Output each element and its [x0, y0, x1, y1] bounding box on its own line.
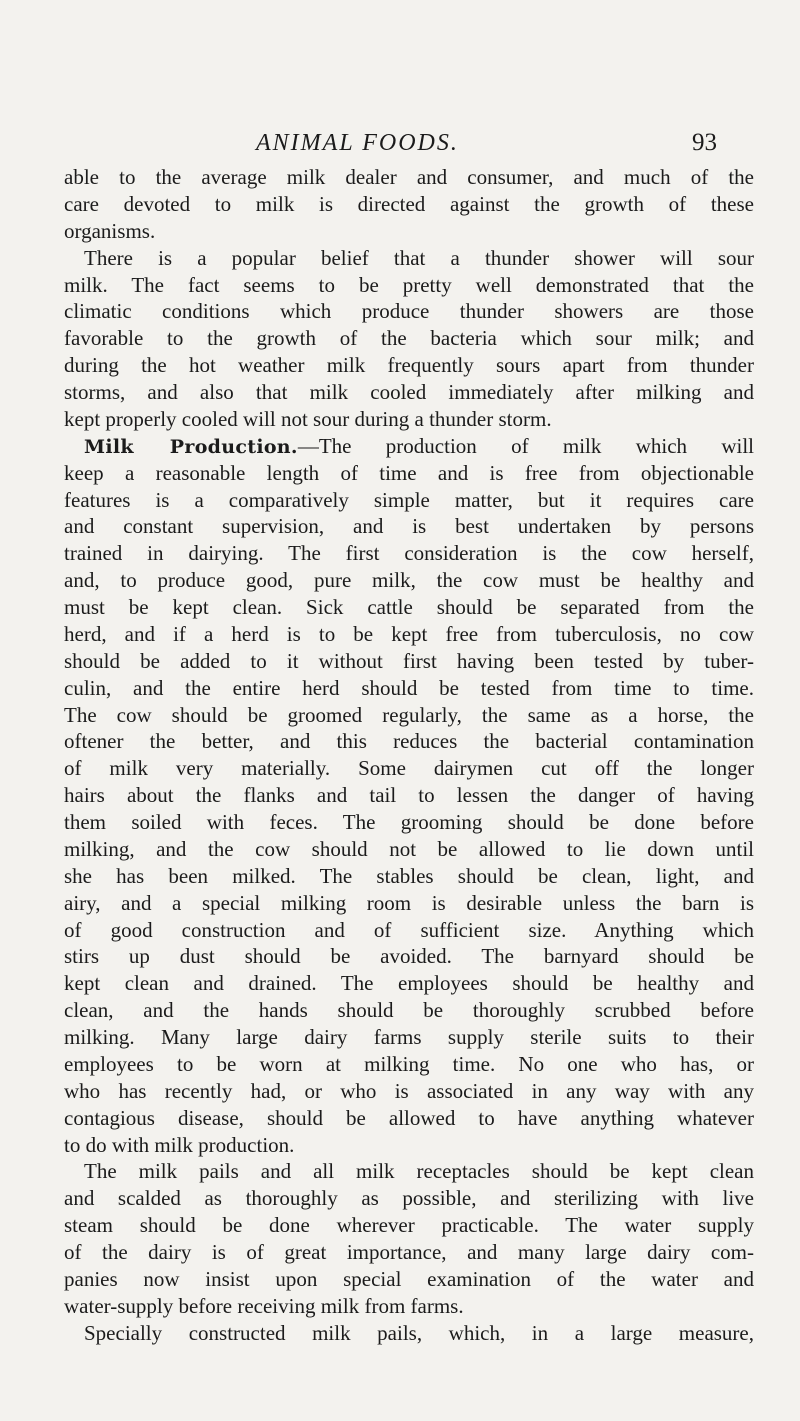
section-heading: Milk Production.	[84, 435, 298, 458]
text-line: should be added to it without first having been tested by tuber-	[64, 648, 754, 673]
text-line: them soiled with feces. The grooming should be done before	[64, 810, 754, 834]
text-line: favorable to the growth of the bacteria which sour milk; and	[64, 326, 754, 351]
text-line: herd, and if a herd is to be kept free from tuberculosis, no cow	[64, 621, 754, 646]
text-line: The milk pails and all milk receptacles should be kept clean	[84, 1159, 754, 1184]
text-line: milking. Many large dairy farms supply sterile suits to their	[64, 1025, 754, 1049]
page-number: 93	[692, 129, 717, 156]
text-line: features is a comparatively simple matter, but it requires care	[64, 487, 754, 512]
text-line: oftener the better, and this reduces the bacterial contamination	[64, 729, 754, 754]
text-line: of the dairy is of great importance, and many large dairy com-	[64, 1240, 754, 1264]
text-line: storms, and also that milk cooled immediately after milking and	[64, 380, 754, 404]
text-line: able to the average milk dealer and consumer, and much of the	[64, 165, 754, 189]
text-line: of milk very materially. Some dairymen cut off the longer	[64, 756, 754, 781]
text-line: and scalded as thoroughly as possible, and sterilizing with live	[64, 1186, 754, 1211]
text-line: stirs up dust should be avoided. The barnyard should be	[64, 944, 754, 969]
text-line: steam should be done wherever practicable. The water supply	[64, 1213, 754, 1238]
text-line: water-supply before receiving milk from farms.	[64, 1293, 464, 1318]
text-line-with-heading	[64, 433, 754, 460]
text-line: kept properly cooled will not sour during a thunder storm.	[64, 406, 552, 431]
text-line: keep a reasonable length of time and is free from objectionable	[64, 460, 754, 485]
text-line: hairs about the flanks and tail to lessen the danger of having	[64, 783, 754, 808]
text-line: during the hot weather milk frequently sours apart from thunder	[64, 353, 754, 378]
text-line: organisms.	[64, 218, 156, 243]
text-line: clean, and the hands should be thoroughly scrubbed before	[64, 998, 754, 1023]
text-line: care devoted to milk is directed against the growth of these	[64, 191, 754, 216]
text-line: There is a popular belief that a thunder shower will sour	[84, 245, 754, 270]
text-line: employees to be worn at milking time. No one who has, or	[64, 1051, 754, 1076]
text-line: and, to produce good, pure milk, the cow must be healthy and	[64, 568, 754, 593]
text-line: —The production of milk which will	[297, 433, 754, 458]
running-head	[0, 127, 800, 159]
text-line: culin, and the entire herd should be tested from time to time.	[64, 675, 754, 700]
text-line: climatic conditions which produce thunder showers are those	[64, 299, 754, 324]
text-line: must be kept clean. Sick cattle should be separated from the	[64, 595, 754, 619]
text-line: milking, and the cow should not be allowed to lie down until	[64, 836, 754, 861]
text-line: panies now insist upon special examination of the water and	[64, 1266, 754, 1291]
text-line: she has been milked. The stables should be clean, light, and	[64, 863, 754, 888]
text-line: of good construction and of sufficient size. Anything which	[64, 917, 754, 942]
text-line: who has recently had, or who is associated in any way with any	[64, 1078, 754, 1103]
text-line: to do with milk production.	[64, 1132, 295, 1157]
body-text	[64, 164, 754, 1347]
text-line: Specially constructed milk pails, which, in a large measure,	[84, 1320, 754, 1345]
text-line: contagious disease, should be allowed to have anything whatever	[64, 1105, 754, 1130]
text-line: airy, and a special milking room is desirable unless the barn is	[64, 890, 754, 915]
text-line: The cow should be groomed regularly, the same as a horse, the	[64, 702, 754, 727]
text-line: milk. The fact seems to be pretty well demonstrated that the	[64, 272, 754, 297]
text-line: trained in dairying. The first consideration is the cow herself,	[64, 541, 754, 566]
running-title: ANIMAL FOODS.	[256, 130, 459, 156]
text-line: and constant supervision, and is best undertaken by persons	[64, 514, 754, 539]
text-line: kept clean and drained. The employees should be healthy and	[64, 971, 754, 996]
